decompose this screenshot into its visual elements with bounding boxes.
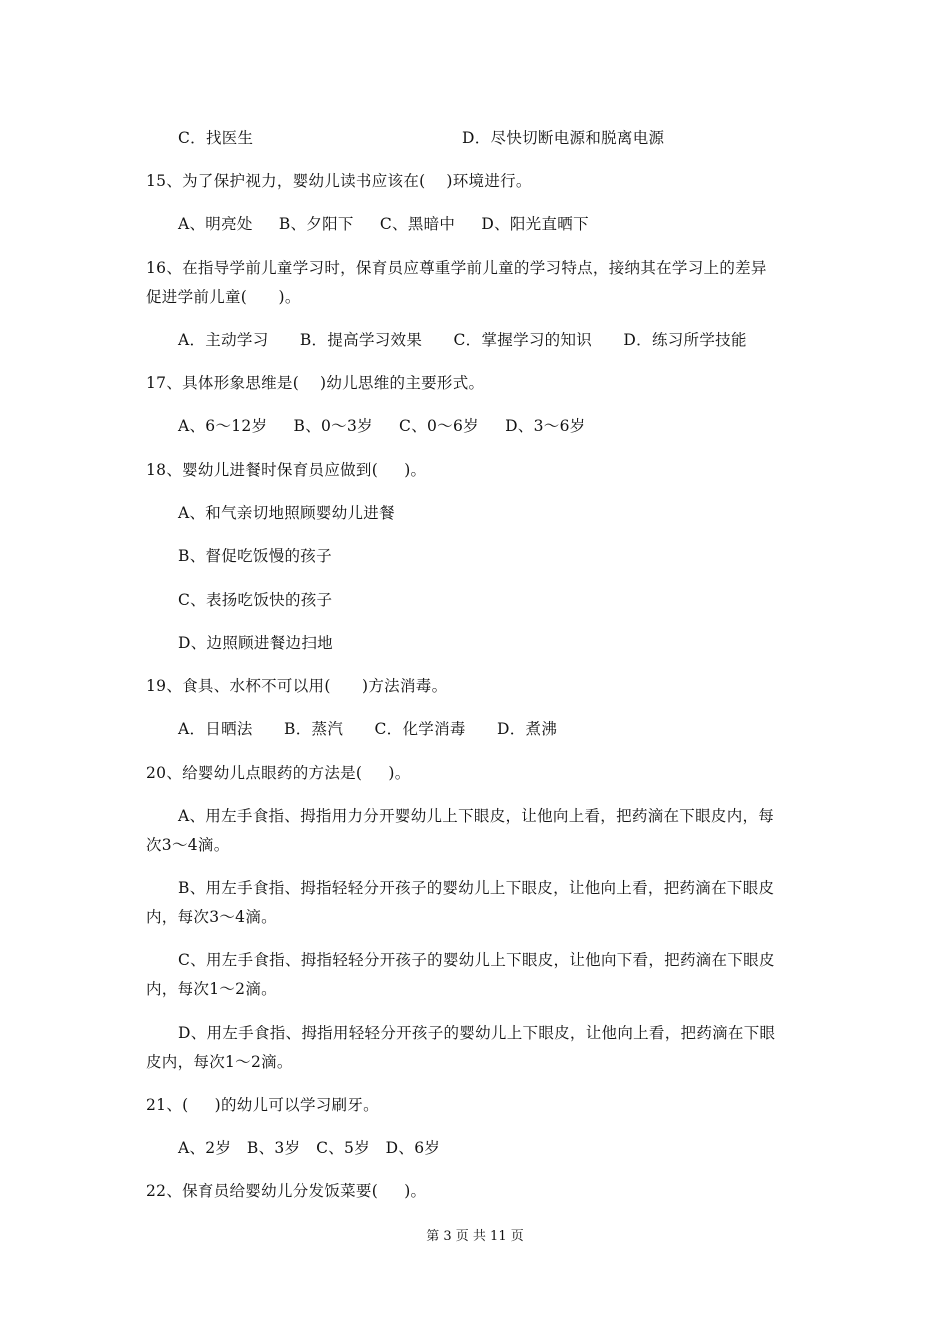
q20-option-d-line-2: 皮内，每次1～2滴。	[146, 1053, 293, 1071]
q20-option-a-line-1: A、用左手食指、拇指用力分开婴幼儿上下眼皮，让他向上看，把药滴在下眼皮内，每	[178, 807, 775, 825]
page-footer: 第 3 页 共 11 页	[426, 1229, 524, 1244]
q21-stem: 21、( )的幼儿可以学习刷牙。	[146, 1096, 379, 1114]
q20-option-b-line-1: B、用左手食指、拇指轻轻分开孩子的婴幼儿上下眼皮，让他向上看，把药滴在下眼皮	[178, 879, 775, 897]
q20-option-c-line-2: 内，每次1～2滴。	[146, 980, 277, 998]
q18-option-d: D、边照顾进餐边扫地	[178, 634, 333, 652]
q15-options: A、明亮处 B、夕阳下 C、黑暗中 D、阳光直晒下	[178, 215, 589, 233]
q21-options: A、2岁 B、3岁 C、5岁 D、6岁	[178, 1139, 441, 1157]
q16-stem-line-1: 16、在指导学前儿童学习时，保育员应尊重学前儿童的学习特点，接纳其在学习上的差异	[146, 259, 767, 277]
q17-options: A、6～12岁 B、0～3岁 C、0～6岁 D、3～6岁	[178, 417, 586, 435]
q22-stem: 22、保育员给婴幼儿分发饭菜要( )。	[146, 1182, 427, 1200]
q16-options: A．主动学习 B．提高学习效果 C．掌握学习的知识 D．练习所学技能	[178, 331, 747, 349]
q18-option-c: C、表扬吃饭快的孩子	[178, 591, 333, 609]
q20-option-d-line-1: D、用左手食指、拇指用轻轻分开孩子的婴幼儿上下眼皮，让他向上看，把药滴在下眼	[178, 1024, 776, 1042]
q20-option-b-line-2: 内，每次3～4滴。	[146, 908, 277, 926]
q15-stem: 15、为了保护视力，婴幼儿读书应该在( )环境进行。	[146, 172, 532, 190]
q17-stem: 17、具体形象思维是( )幼儿思维的主要形式。	[146, 374, 485, 392]
q18-option-a: A、和气亲切地照顾婴幼儿进餐	[178, 504, 395, 522]
q19-options: A．日晒法 B．蒸汽 C．化学消毒 D．煮沸	[178, 720, 558, 738]
q19-stem: 19、食具、水杯不可以用( )方法消毒。	[146, 677, 448, 695]
q20-stem: 20、给婴幼儿点眼药的方法是( )。	[146, 764, 411, 782]
q20-option-c-line-1: C、用左手食指、拇指轻轻分开孩子的婴幼儿上下眼皮，让他向下看，把药滴在下眼皮	[178, 951, 775, 969]
q14-option-d: D．尽快切断电源和脱离电源	[462, 129, 665, 147]
q18-stem: 18、婴幼儿进餐时保育员应做到( )。	[146, 461, 427, 479]
q14-option-c: C．找医生	[178, 129, 254, 147]
q16-stem-line-2: 促进学前儿童( )。	[146, 288, 301, 306]
q18-option-b: B、督促吃饭慢的孩子	[178, 547, 332, 565]
q20-option-a-line-2: 次3～4滴。	[146, 836, 230, 854]
